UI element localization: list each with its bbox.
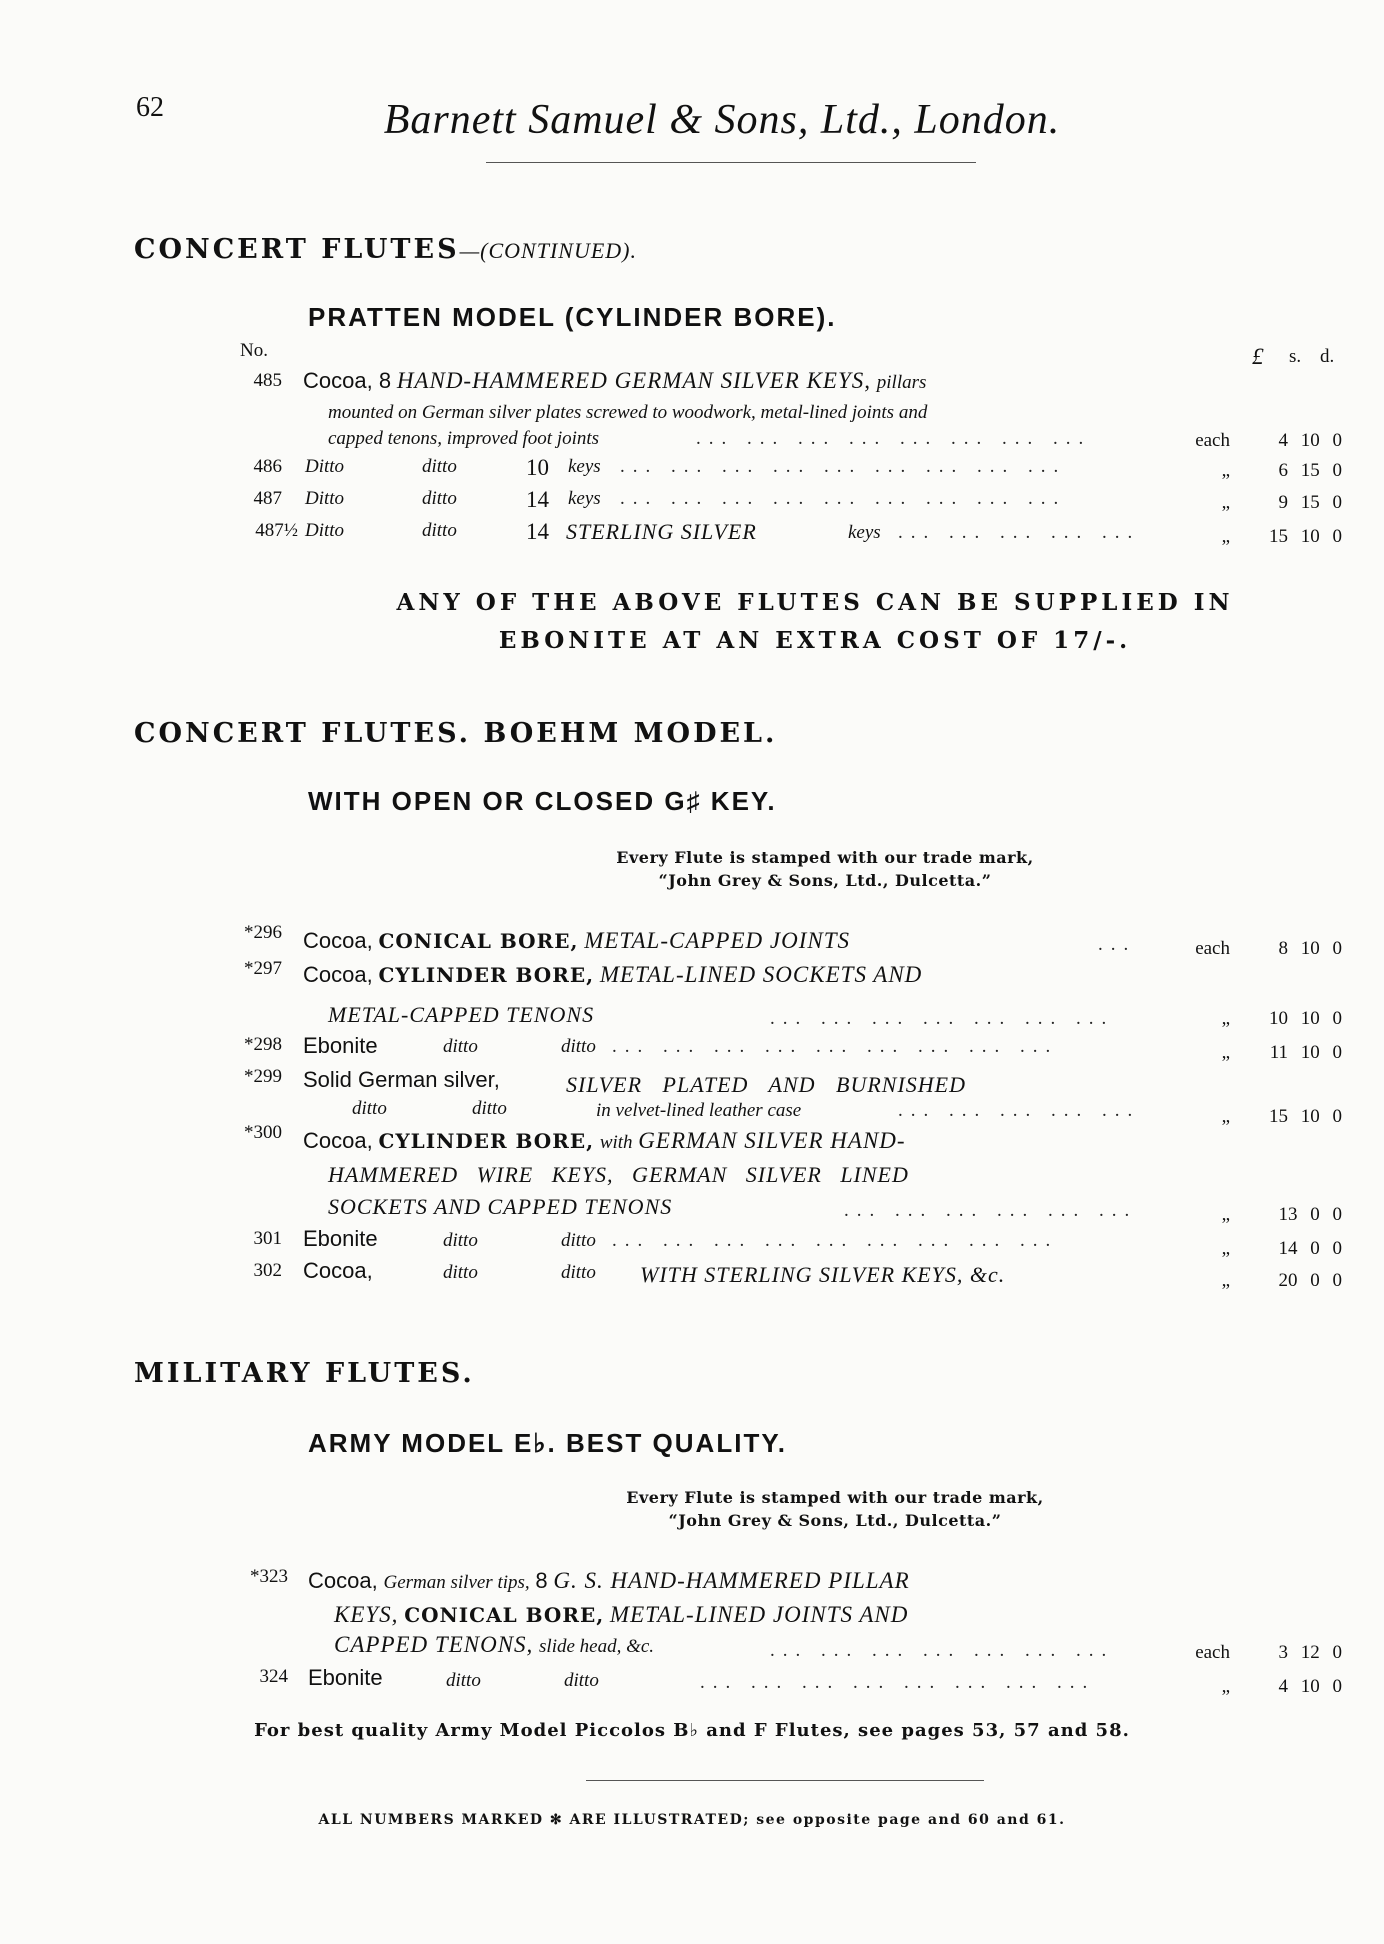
item-ditto: ditto	[561, 1036, 596, 1057]
item-price: 13 0 0	[1278, 1204, 1342, 1225]
item-description-line: METAL-CAPPED TENONS	[328, 1002, 595, 1027]
item-unit: „	[1221, 1676, 1230, 1697]
item-keys-tail: keys	[848, 522, 881, 543]
section-title-military-flutes: MILITARY FLUTES.	[134, 1358, 475, 1389]
item-unit: each	[1195, 1642, 1230, 1663]
item-material: Ebonite	[303, 1033, 378, 1058]
leader-dots: ... ... ... ... ... ... ...	[770, 1640, 1115, 1661]
item-ditto: ditto	[422, 488, 457, 509]
item-keys: keys	[568, 488, 601, 509]
item-price: 3 12 0	[1278, 1642, 1342, 1663]
item-unit: „	[1221, 526, 1230, 547]
item-number: 324	[259, 1666, 288, 1687]
item-unit: „	[1221, 1106, 1230, 1127]
column-header-no: No.	[240, 340, 268, 361]
column-header-pence: d.	[1320, 346, 1335, 367]
item-price: 4 10 0	[1278, 1676, 1342, 1697]
subtitle-boehm: WITH OPEN OR CLOSED G♯ KEY.	[308, 786, 777, 816]
item-key-count: 14	[526, 519, 549, 544]
leader-dots: ... ... ... ... ... ... ...	[770, 1008, 1115, 1029]
item-number: 485	[253, 370, 282, 391]
item-number: *300	[244, 1122, 282, 1143]
piccolo-cross-reference: For best quality Army Model Piccolos B♭ and F Flutes, see pages 53, 57 and 58.	[254, 1720, 1130, 1741]
item-price: 6 15 0	[1278, 460, 1342, 481]
item-description: Cocoa, German silver tips, 8 G. S. HAND-HAMMERED PILLAR	[308, 1568, 910, 1593]
item-description-italic: SILVER PLATED AND BURNISHED	[566, 1072, 966, 1097]
item-number: 301	[253, 1228, 282, 1249]
item-price: 11 10 0	[1269, 1042, 1342, 1063]
item-unit: „	[1221, 460, 1230, 481]
item-key-count: 10	[526, 455, 549, 480]
section-title-boehm: CONCERT FLUTES. BOEHM MODEL.	[134, 718, 778, 749]
item-description-line: SOCKETS AND CAPPED TENONS	[328, 1194, 673, 1219]
illustrated-numbers-note: ALL NUMBERS MARKED ✻ ARE ILLUSTRATED; see opposite page and 60 and 61.	[318, 1812, 1066, 1828]
item-ditto: ditto	[564, 1670, 599, 1691]
leader-dots: ... ... ... ... ...	[898, 1100, 1141, 1121]
item-unit: „	[1221, 1238, 1230, 1259]
subtitle-pratten-model: PRATTEN MODEL (CYLINDER BORE).	[308, 302, 837, 332]
item-key-count: 14	[526, 487, 549, 512]
column-header-pounds: £	[1252, 344, 1264, 369]
item-ditto: ditto	[561, 1230, 596, 1251]
item-price: 9 15 0	[1278, 492, 1342, 513]
item-number: *298	[244, 1034, 282, 1055]
item-material: Solid German silver,	[303, 1067, 500, 1092]
item-ditto: ditto	[422, 456, 457, 477]
running-head: Barnett Samuel & Sons, Ltd., London.	[383, 97, 1061, 143]
item-number: 302	[253, 1260, 282, 1281]
column-header-shillings: s.	[1289, 346, 1302, 367]
item-ditto: ditto	[443, 1036, 478, 1057]
item-unit: „	[1221, 1008, 1230, 1029]
item-ditto: ditto	[422, 520, 457, 541]
item-unit: „	[1221, 1042, 1230, 1063]
item-ditto: ditto	[443, 1262, 478, 1283]
item-description: Cocoa, 8 HAND-HAMMERED GERMAN SILVER KEYS, pillars	[303, 368, 927, 393]
item-ditto: ditto	[472, 1098, 507, 1119]
item-price: 15 10 0	[1269, 526, 1342, 547]
item-keys: STERLING SILVER	[566, 519, 757, 544]
item-number: 487	[253, 488, 282, 509]
item-description-italic: WITH STERLING SILVER KEYS, &c.	[640, 1262, 1006, 1287]
item-description: Cocoa, CYLINDER BORE, with GERMAN SILVER HAND-	[303, 1128, 906, 1153]
item-price: 14 0 0	[1278, 1238, 1342, 1259]
item-description-line: capped tenons, improved foot joints	[328, 428, 600, 449]
item-unit: „	[1221, 1204, 1230, 1225]
item-description: Cocoa, CYLINDER BORE, METAL-LINED SOCKETS AND	[303, 962, 923, 987]
ebonite-notice-line: EBONITE AT AN EXTRA COST OF 17/-.	[498, 627, 1132, 654]
item-price: 4 10 0	[1278, 430, 1342, 451]
leader-dots: ... ... ... ... ... ... ... ... ...	[612, 1036, 1059, 1057]
item-material: Ditto	[305, 520, 345, 541]
trade-mark-note: Every Flute is stamped with our trade mark, “John Grey & Sons, Ltd., Dulcetta.”	[626, 1488, 1044, 1530]
item-unit: „	[1221, 492, 1230, 513]
footer-rule	[586, 1780, 984, 1781]
section-title-concert-flutes-continued: CONCERT FLUTES—(CONTINUED).	[134, 234, 638, 265]
leader-dots: ... ... ... ... ... ...	[844, 1200, 1138, 1221]
item-number: *323	[250, 1566, 288, 1587]
item-description-line: KEYS, CONICAL BORE, METAL-LINED JOINTS AND	[334, 1602, 909, 1627]
item-description: Cocoa, CONICAL BORE, METAL-CAPPED JOINTS	[303, 928, 850, 953]
item-description-line: CAPPED TENONS, slide head, &c.	[334, 1632, 655, 1657]
ebonite-notice-line: ANY OF THE ABOVE FLUTES CAN BE SUPPLIED IN	[396, 589, 1234, 616]
item-material: Ebonite	[303, 1226, 378, 1251]
item-unit: „	[1221, 1270, 1230, 1291]
item-ditto: ditto	[561, 1262, 596, 1283]
header-rule	[486, 162, 976, 163]
leader-dots: ... ... ... ... ...	[898, 522, 1141, 543]
item-description-line: mounted on German silver plates screwed to woodwork, metal-lined joints and	[328, 402, 928, 423]
leader-dots: ... ... ... ... ... ... ... ... ...	[620, 488, 1067, 509]
leader-dots: ... ... ... ... ... ... ... ...	[696, 428, 1092, 449]
item-description-line: HAMMERED WIRE KEYS, GERMAN SILVER LINED	[328, 1162, 909, 1187]
item-unit: each	[1195, 938, 1230, 959]
subtitle-army-model: ARMY MODEL E♭. BEST QUALITY.	[308, 1428, 788, 1458]
item-keys: keys	[568, 456, 601, 477]
item-number: *297	[244, 958, 282, 979]
item-price: 8 10 0	[1278, 938, 1342, 959]
item-unit: each	[1195, 430, 1230, 451]
item-price: 20 0 0	[1278, 1270, 1342, 1291]
item-number: 487½	[255, 520, 298, 541]
item-price: 10 10 0	[1269, 1008, 1342, 1029]
item-ditto: ditto	[352, 1098, 387, 1119]
item-material: Ditto	[305, 488, 345, 509]
item-material: Ditto	[305, 456, 345, 477]
page-number: 62	[136, 92, 164, 123]
leader-dots: ... ... ... ... ... ... ... ... ...	[620, 456, 1067, 477]
leader-dots: ... ... ... ... ... ... ... ...	[700, 1672, 1096, 1693]
leader-dots: ... ... ... ... ... ... ... ... ...	[612, 1230, 1059, 1251]
item-material: Ebonite	[308, 1665, 383, 1690]
item-number: *299	[244, 1066, 282, 1087]
item-number: *296	[244, 922, 282, 943]
leader-dots: ...	[1098, 934, 1137, 955]
item-number: 486	[253, 456, 282, 477]
item-material: Cocoa,	[303, 1258, 373, 1283]
trade-mark-note: Every Flute is stamped with our trade mark, “John Grey & Sons, Ltd., Dulcetta.”	[616, 848, 1034, 890]
item-description-line: in velvet-lined leather case	[596, 1100, 802, 1121]
item-ditto: ditto	[446, 1670, 481, 1691]
item-price: 15 10 0	[1269, 1106, 1342, 1127]
item-ditto: ditto	[443, 1230, 478, 1251]
